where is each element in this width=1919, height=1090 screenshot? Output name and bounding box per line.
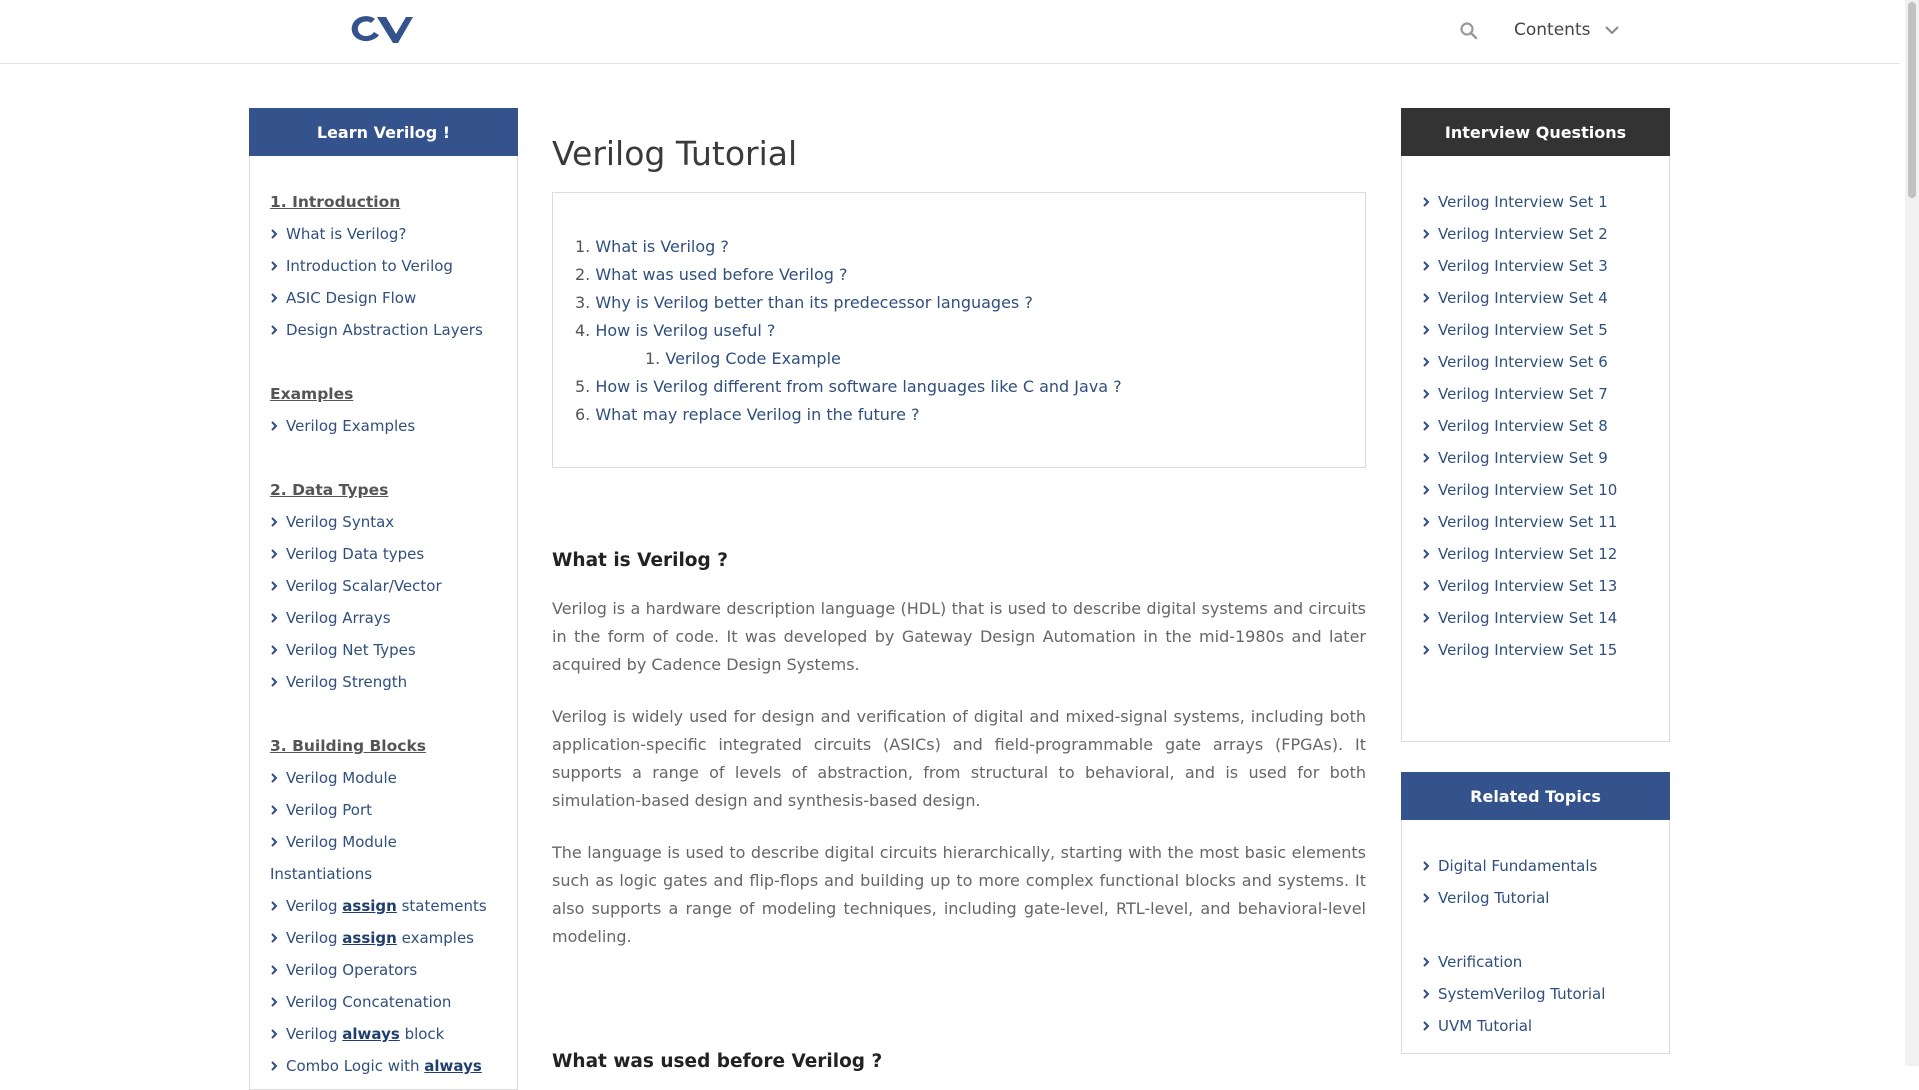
left-sidebar-body xyxy=(250,156,517,1082)
site-logo[interactable] xyxy=(349,13,415,45)
interview-set-link[interactable] xyxy=(1422,634,1649,666)
sidebar-item[interactable] xyxy=(270,602,497,634)
interview-set-link[interactable] xyxy=(1422,282,1649,314)
toc-item xyxy=(575,317,1343,345)
link-label: Introduction to Verilog xyxy=(286,257,453,275)
paragraph: Verilog is widely used for design and verification of digital and mixed-signal systems, including both application-specific integrated circuits (ASICs) and field-programmable gate arrays (FPGAs). It supports a range of levels of abstraction, from structural to behavioral, and is used for both simulation-based design and synthesis-based design. xyxy=(552,707,1366,810)
interview-set-link[interactable] xyxy=(1422,602,1649,634)
link-label: Verilog Interview Set 4 xyxy=(1438,289,1608,307)
sidebar-item-operators[interactable] xyxy=(270,954,497,986)
link-label: Verilog Tutorial xyxy=(1438,889,1550,907)
toc-link[interactable]: What may replace Verilog in the future ? xyxy=(595,405,920,424)
toc-item xyxy=(575,401,1343,429)
page-scrollbar[interactable] xyxy=(1905,0,1919,1066)
left-sidebar-title: Learn Verilog ! xyxy=(249,108,518,156)
chevron-right-icon xyxy=(1422,612,1431,624)
link-label: What is Verilog? xyxy=(286,225,407,243)
link-label: Design Abstraction Layers xyxy=(286,321,483,339)
chevron-right-icon xyxy=(1422,516,1431,528)
chevron-right-icon xyxy=(270,900,279,912)
chevron-down-icon xyxy=(1604,24,1620,36)
chevron-right-icon xyxy=(270,964,279,976)
interview-set-link[interactable] xyxy=(1422,378,1649,410)
link-label: Verilog Interview Set 2 xyxy=(1438,225,1608,243)
related-topic-link[interactable] xyxy=(1422,850,1649,882)
chevron-right-icon xyxy=(270,1060,279,1072)
chevron-right-icon xyxy=(270,676,279,688)
link-label: Verilog Examples xyxy=(286,417,416,435)
interview-questions-sidebar xyxy=(1401,108,1670,742)
chevron-right-icon xyxy=(1422,892,1431,904)
chevron-right-icon xyxy=(1422,452,1431,464)
sidebar-item[interactable] xyxy=(270,218,497,250)
interview-set-link[interactable] xyxy=(1422,538,1649,570)
link-label: Verilog Interview Set 15 xyxy=(1438,641,1618,659)
chevron-right-icon xyxy=(270,836,279,848)
toc-number: 6. xyxy=(575,405,591,424)
interview-questions-list xyxy=(1402,156,1669,666)
chevron-right-icon xyxy=(1422,860,1431,872)
chevron-right-icon xyxy=(270,644,279,656)
contents-label: Contents xyxy=(1514,20,1591,40)
toc-number: 1. xyxy=(575,237,591,256)
link-label: Verilog Interview Set 1 xyxy=(1438,193,1608,211)
toc-number: 4. xyxy=(575,321,591,340)
link-label: Verilog Syntax xyxy=(286,513,395,531)
sidebar-item-label: Verilog Operators xyxy=(286,961,418,979)
table-of-contents xyxy=(552,192,1366,468)
related-topics-title: Related Topics xyxy=(1401,772,1670,820)
chevron-right-icon xyxy=(270,1028,279,1040)
keyword-always: always xyxy=(424,1057,482,1075)
contents-dropdown[interactable] xyxy=(1514,20,1620,40)
sidebar-section-title[interactable]: 1. Introduction xyxy=(270,193,401,211)
link-label: Verilog Interview Set 11 xyxy=(1438,513,1618,531)
label-prefix: Verilog xyxy=(286,1025,343,1043)
sidebar-item-label: Verilog Module xyxy=(286,833,397,851)
sidebar-item-label: Verilog Concatenation xyxy=(286,993,452,1011)
link-label: SystemVerilog Tutorial xyxy=(1438,985,1606,1003)
chevron-right-icon xyxy=(270,548,279,560)
label-prefix: Combo Logic with xyxy=(286,1057,425,1075)
sidebar-section-title[interactable]: Examples xyxy=(270,385,354,403)
interview-set-link[interactable] xyxy=(1422,218,1649,250)
scrollbar-thumb[interactable] xyxy=(1908,2,1916,198)
keyword-assign: assign xyxy=(342,897,397,915)
interview-set-link[interactable] xyxy=(1422,410,1649,442)
link-label: ASIC Design Flow xyxy=(286,289,417,307)
sidebar-item-label-continued[interactable]: Instantiations xyxy=(270,865,373,883)
link-label: Verilog Interview Set 13 xyxy=(1438,577,1618,595)
chevron-right-icon xyxy=(270,516,279,528)
interview-set-link[interactable] xyxy=(1422,250,1649,282)
toc-item xyxy=(575,233,1343,261)
chevron-right-icon xyxy=(1422,356,1431,368)
sidebar-item-combo-logic[interactable] xyxy=(270,1050,497,1082)
link-label: Verilog Net Types xyxy=(286,641,416,659)
sidebar-item-assign-examples[interactable] xyxy=(270,922,497,954)
main-content xyxy=(552,130,1366,1072)
chevron-right-icon xyxy=(270,420,279,432)
toc-number: 1. xyxy=(645,349,661,368)
paragraph: Verilog is a hardware description language (HDL) that is used to describe digital systems and circuits in the form of code. It was developed by Gateway Design Automation in the mid-1980s and later acquired by Cadence Design Systems. xyxy=(552,599,1366,674)
label-prefix: Verilog xyxy=(286,929,343,947)
sidebar-item[interactable] xyxy=(270,282,497,314)
chevron-right-icon xyxy=(270,324,279,336)
link-label: UVM Tutorial xyxy=(1438,1017,1533,1035)
sidebar-item[interactable] xyxy=(270,538,497,570)
left-sidebar xyxy=(249,108,518,1090)
chevron-right-icon xyxy=(1422,548,1431,560)
interview-set-link[interactable] xyxy=(1422,570,1649,602)
link-label: Verilog Interview Set 12 xyxy=(1438,545,1618,563)
chevron-right-icon xyxy=(270,932,279,944)
link-label: Verilog Scalar/Vector xyxy=(286,577,442,595)
label-suffix: block xyxy=(399,1025,445,1043)
search-icon[interactable] xyxy=(1459,21,1479,41)
link-label: Verilog Interview Set 7 xyxy=(1438,385,1608,403)
interview-set-link[interactable] xyxy=(1422,346,1649,378)
interview-set-link[interactable] xyxy=(1422,506,1649,538)
link-label: Verilog Strength xyxy=(286,673,408,691)
toc-link[interactable]: What is Verilog ? xyxy=(595,237,729,256)
sidebar-item[interactable] xyxy=(270,506,497,538)
sidebar-item-concatenation[interactable] xyxy=(270,986,497,1018)
toc-number: 2. xyxy=(575,265,591,284)
sidebar-item[interactable] xyxy=(270,250,497,282)
related-topic-link[interactable] xyxy=(1422,946,1649,978)
related-topics-sidebar xyxy=(1401,772,1670,1054)
label-prefix: Verilog xyxy=(286,897,343,915)
label-suffix: examples xyxy=(396,929,474,947)
link-label: Verilog Arrays xyxy=(286,609,391,627)
chevron-right-icon xyxy=(270,804,279,816)
sidebar-item[interactable] xyxy=(270,314,497,346)
toc-link[interactable]: What was used before Verilog ? xyxy=(595,265,848,284)
toc-link[interactable]: Verilog Code Example xyxy=(665,349,841,368)
sidebar-item[interactable] xyxy=(270,410,497,442)
keyword-assign: assign xyxy=(342,929,397,947)
toc-link[interactable]: How is Verilog different from software languages like C and Java ? xyxy=(595,377,1122,396)
chevron-right-icon xyxy=(1422,292,1431,304)
chevron-right-icon xyxy=(270,772,279,784)
section-heading-before-verilog: What was used before Verilog ? xyxy=(552,1051,883,1072)
chevron-right-icon xyxy=(1422,260,1431,272)
section-heading-what-is-verilog: What is Verilog ? xyxy=(552,550,728,571)
sidebar-item-always-block[interactable] xyxy=(270,1018,497,1050)
link-label: Verilog Module xyxy=(286,769,397,787)
chevron-right-icon xyxy=(1422,420,1431,432)
chevron-right-icon xyxy=(1422,644,1431,656)
related-topic-link[interactable] xyxy=(1422,1010,1649,1042)
label-suffix: statements xyxy=(396,897,487,915)
toc-link[interactable]: How is Verilog useful ? xyxy=(595,321,776,340)
sidebar-item[interactable] xyxy=(270,634,497,666)
sidebar-item[interactable] xyxy=(270,666,497,698)
chevron-right-icon xyxy=(270,260,279,272)
toc-item xyxy=(575,373,1343,401)
link-label: Verilog Interview Set 3 xyxy=(1438,257,1608,275)
link-label: Verilog Interview Set 8 xyxy=(1438,417,1608,435)
chevron-right-icon xyxy=(1422,196,1431,208)
toc-item xyxy=(575,345,1343,373)
chevron-right-icon xyxy=(270,612,279,624)
interview-set-link[interactable] xyxy=(1422,314,1649,346)
toc-item xyxy=(575,289,1343,317)
link-label: Verilog Interview Set 6 xyxy=(1438,353,1608,371)
chevron-right-icon xyxy=(1422,580,1431,592)
related-topics-list xyxy=(1402,820,1669,1042)
link-label: Verilog Data types xyxy=(286,545,425,563)
link-label: Verilog Interview Set 10 xyxy=(1438,481,1618,499)
link-label: Digital Fundamentals xyxy=(1438,857,1598,875)
top-navbar xyxy=(0,0,1900,64)
link-label: Verilog Interview Set 5 xyxy=(1438,321,1608,339)
chevron-right-icon xyxy=(1422,988,1431,1000)
related-topic-link[interactable] xyxy=(1422,978,1649,1010)
chevron-right-icon xyxy=(270,580,279,592)
page-title: Verilog Tutorial xyxy=(552,134,798,173)
paragraph: The language is used to describe digital circuits hierarchically, starting with the most basic elements such as logic gates and flip-flops and building up to more complex functional blocks and systems. It also supports a range of modeling techniques, including gate-level, RTL-level, and behavioral-level modeling. xyxy=(552,843,1366,946)
sidebar-item[interactable] xyxy=(270,570,497,602)
toc-item xyxy=(575,261,1343,289)
sidebar-item[interactable] xyxy=(270,794,497,826)
chevron-right-icon xyxy=(1422,228,1431,240)
interview-questions-title: Interview Questions xyxy=(1401,108,1670,156)
link-label: Verilog Interview Set 9 xyxy=(1438,449,1608,467)
interview-set-link[interactable] xyxy=(1422,474,1649,506)
chevron-right-icon xyxy=(1422,1020,1431,1032)
chevron-right-icon xyxy=(1422,388,1431,400)
sidebar-section-title[interactable]: 3. Building Blocks xyxy=(270,737,426,755)
sidebar-item[interactable] xyxy=(270,762,497,794)
sidebar-item-assign-statements[interactable] xyxy=(270,890,497,922)
chevron-right-icon xyxy=(270,292,279,304)
toc-number: 3. xyxy=(575,293,591,312)
sidebar-section-title[interactable]: 2. Data Types xyxy=(270,481,389,499)
sidebar-item-module-instantiations[interactable] xyxy=(270,826,497,858)
toc-link[interactable]: Why is Verilog better than its predecessor languages ? xyxy=(595,293,1033,312)
keyword-always: always xyxy=(342,1025,400,1043)
link-label: Verification xyxy=(1438,953,1523,971)
interview-set-link[interactable] xyxy=(1422,442,1649,474)
toc-number: 5. xyxy=(575,377,591,396)
chevron-right-icon xyxy=(270,996,279,1008)
chevron-right-icon xyxy=(270,228,279,240)
interview-set-link[interactable] xyxy=(1422,186,1649,218)
chevron-right-icon xyxy=(1422,956,1431,968)
link-label: Verilog Port xyxy=(286,801,373,819)
related-topic-link[interactable] xyxy=(1422,882,1649,914)
chevron-right-icon xyxy=(1422,324,1431,336)
link-label: Verilog Interview Set 14 xyxy=(1438,609,1618,627)
chevron-right-icon xyxy=(1422,484,1431,496)
